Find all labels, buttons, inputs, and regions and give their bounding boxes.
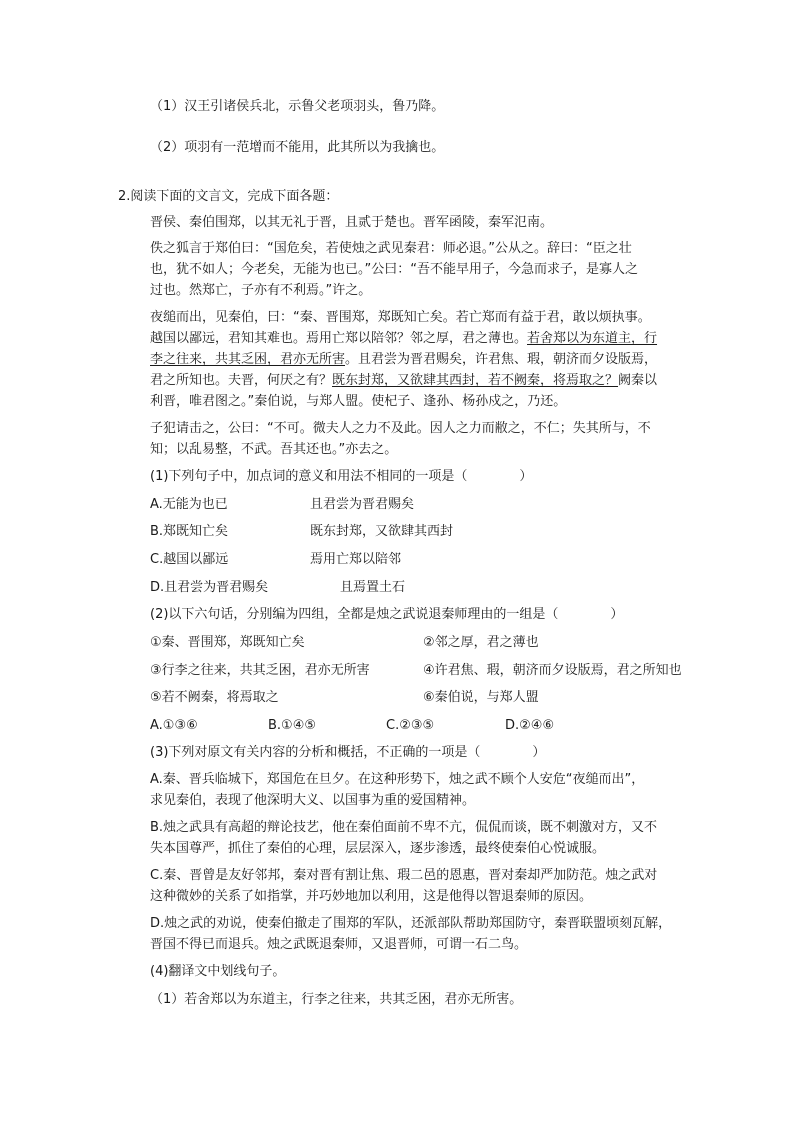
passage-para-4-line: 子犯请击之，公曰：“不可。微夫人之力不及此。因人之力而敝之，不仁；失其所与，不 [150,421,651,436]
q2-choice-c: C.②③⑤ [386,718,435,733]
q3-option-a: A.秦、晋兵临城下，郑国危在旦夕。在这种形势下，烛之武不顾个人安危“夜缒而出”， [150,772,645,787]
q3-option-b: B.烛之武具有高超的辩论技艺，他在秦伯面前不卑不亢，侃侃而谈，既不刺激对方，又不 [150,820,658,835]
underlined-sentence-1-cont: 李之往来，共其乏困，君亦无所害 [150,352,346,367]
passage-text: 。且君尝为晋君赐矣，许君焦、瑕，朝济而夕设版焉， [345,352,658,367]
q3-option-c: 这种微妙的关系了如指掌，并巧妙地加以利用，这是他得以智退秦师的原因。 [150,889,593,904]
passage-para-2-line: 过也。然郑亡，子亦有不利焉。”许之。 [150,283,372,298]
q2-item: ⑤若不阙秦，将焉取之 [150,690,279,705]
q2-item: ④许君焦、瑕，朝济而夕设版焉，君之所知也 [423,663,682,678]
passage-para-3-line: 夜缒而出，见秦伯，曰：“秦、晋围郑，郑既知亡矣。若亡郑而有益于君，敢以烦执事。 [150,310,651,325]
passage-para-3-line [150,330,657,348]
passage-para-1: 晋侯、秦伯围郑，以其无礼于晋，且贰于楚也。晋军函陵，秦军氾南。 [150,215,554,230]
q2-choice-b: B.①④⑤ [268,718,317,733]
q1-option-a-left: A.无能为也已 [150,497,228,512]
passage-para-3-line: 利晋，唯君图之。”秦伯说，与郑人盟。使杞子、逢孙、杨孙戍之，乃还。 [150,394,567,409]
underlined-sentence-1: 若舍郑以为东道主，行 [527,331,658,346]
q2-item: ⑥秦伯说，与郑人盟 [423,690,539,705]
q1-option-c-right: 焉用亡郑以陪邻 [310,552,402,567]
q1-option-b-left: B.郑既知亡矣 [150,524,229,539]
q1-option-c-left: C.越国以鄙远 [150,552,229,567]
q1-option-a-right: 且君尝为晋君赐矣 [310,497,415,512]
q2-choice-a: A.①③⑥ [150,718,198,733]
passage-para-3-line [150,351,657,369]
q1-stem: (1)下列句子中，加点词的意义和用法不相同的一项是（ ） [150,469,533,484]
prev-translate-2: （2）项羽有一范增而不能用，此其所以为我擒也。 [150,140,445,155]
q3-stem: (3)下列对原文有关内容的分析和概括，不正确的一项是（ ） [150,745,546,760]
q4-sentence-1: （1）若舍郑以为东道主，行李之往来，共其乏困，君亦无所害。 [150,992,523,1007]
q2-item: ②邻之厚，君之薄也 [423,635,539,650]
section-heading: 2.阅读下面的文言文，完成下面各题： [118,189,339,204]
passage-text: 阙秦以 [618,373,658,388]
q3-option-b: 失本国尊严，抓住了秦伯的心理，层层深入，逐步渗透，最终使秦伯心悦诚服。 [150,841,606,856]
passage-para-2-line: 佚之狐言于郑伯曰：“国危矣，若使烛之武见秦君：师必退。”公从之。辞曰：“臣之壮 [150,241,632,256]
q3-option-d: D.烛之武的劝说，使秦伯撤走了围郑的军队，还派部队帮助郑国防守，秦晋联盟顷刻瓦解， [150,916,672,931]
q2-choice-d: D.②④⑥ [505,718,555,733]
q2-item: ①秦、晋围郑，郑既知亡矣 [150,635,305,650]
prev-translate-1: （1）汉王引诸侯兵北，示鲁父老项羽头，鲁乃降。 [150,99,445,114]
passage-text: 君之所知也。夫晋，何厌之有？ [150,373,333,388]
q1-option-d-left: D.且君尝为晋君赐矣 [150,580,269,595]
q2-item: ③行李之往来，共其乏困，君亦无所害 [150,663,370,678]
passage-para-4-line: 知；以乱易整，不武。吾其还也。”亦去之。 [150,442,398,457]
q3-option-a: 求见秦伯，表现了他深明大义、以国事为重的爱国精神。 [150,793,476,808]
q2-stem: (2)以下六句话，分别编为四组，全都是烛之武说退秦师理由的一组是（ ） [150,607,624,622]
underlined-sentence-2: 既东封郑，又欲肆其西封，若不阙秦，将焉取之？ [332,373,619,388]
passage-para-3-line [150,372,657,390]
passage-text: 越国以鄙远，君知其难也。焉用亡郑以陪邻？邻之厚，君之薄也。 [150,331,528,346]
q3-option-d: 晋国不得已而退兵。烛之武既退秦师，又退晋师，可谓一石二鸟。 [150,937,528,952]
q1-option-b-right: 既东封郑，又欲肆其西封 [310,524,454,539]
q1-option-d-right: 且焉置土石 [340,580,406,595]
q3-option-c: C.秦、晋曾是友好邻邦，秦对晋有割让焦、瑕二邑的恩惠，晋对秦却严加防范。烛之武对 [150,868,658,883]
passage-para-2-line: 也，犹不如人；今老矣，无能为也已。”公曰：“吾不能早用子，今急而求子，是寡人之 [150,262,638,277]
q4-stem: (4)翻译文中划线句子。 [150,964,286,979]
